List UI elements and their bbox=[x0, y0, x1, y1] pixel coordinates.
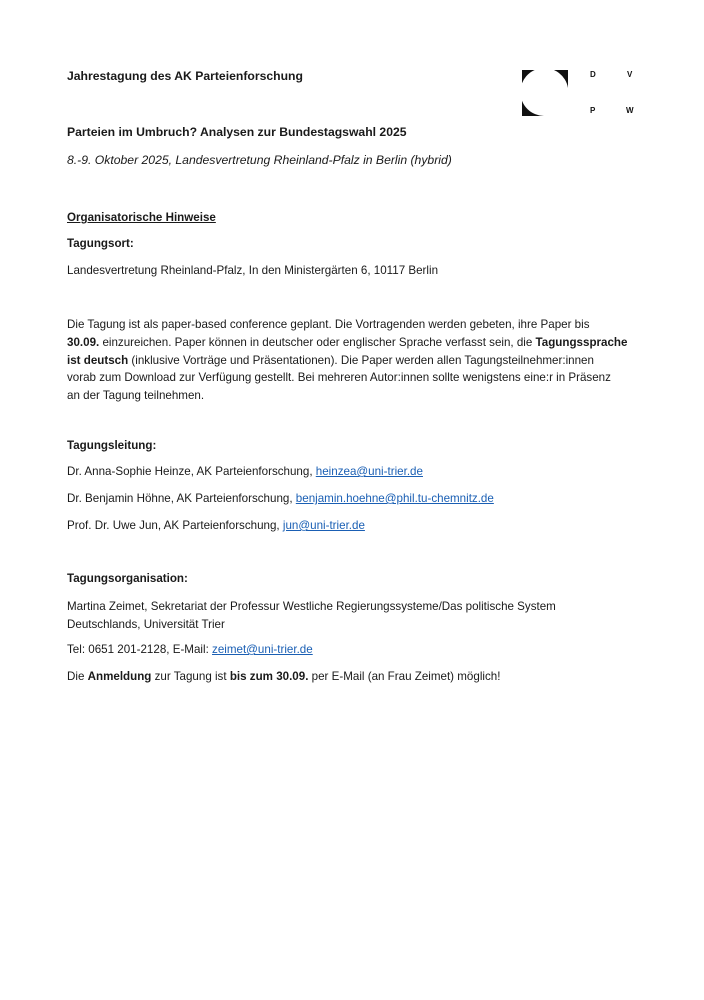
logo-letter-d: D bbox=[590, 70, 596, 79]
conference-series-title: Jahrestagung des AK Parteienforschung bbox=[67, 69, 303, 83]
organisational-notes-heading: Organisatorische Hinweise bbox=[67, 211, 216, 224]
paragraph-text: vorab zum Download zur Verfügung gestellt. Bei mehreren Autor:innen sollte wenigstens eine:r in Präsenz bbox=[67, 371, 611, 385]
organisation-line: Martina Zeimet, Sekretariat der Professur Westliche Regierungssysteme/Das politische System bbox=[67, 600, 556, 613]
conference-subtitle: Parteien im Umbruch? Analysen zur Bundestagswahl 2025 bbox=[67, 125, 407, 139]
leader-entry bbox=[67, 465, 423, 478]
leader-name: Dr. Benjamin Höhne, AK Parteienforschung, bbox=[67, 492, 296, 505]
paragraph-text: an der Tagung teilnehmen. bbox=[67, 389, 205, 403]
venue-address: Landesvertretung Rheinland-Pfalz, In den Ministergärten 6, 10117 Berlin bbox=[67, 264, 439, 277]
registration-text: Die bbox=[67, 670, 88, 683]
organisation-address bbox=[67, 598, 637, 634]
email-link[interactable]: jun@uni-trier.de bbox=[282, 519, 365, 532]
paragraph-line bbox=[67, 316, 637, 334]
registration-text: per E-Mail (an Frau Zeimet) möglich! bbox=[308, 670, 501, 683]
registration-keyword: Anmeldung bbox=[87, 670, 152, 683]
registration-note bbox=[67, 670, 500, 683]
paragraph-text: Die Tagung ist als paper-based conference geplant. Die Vortragenden werden gebeten, ihre Paper bis bbox=[67, 318, 590, 331]
leader-name: Dr. Anna-Sophie Heinze, AK Parteienforschung, bbox=[67, 465, 316, 478]
paragraph-line bbox=[67, 334, 637, 352]
organisation-label: Tagungsorganisation: bbox=[67, 572, 188, 585]
organisation-line: Deutschlands, Universität Trier bbox=[67, 617, 225, 631]
registration-deadline: bis zum 30.09. bbox=[229, 670, 309, 683]
leadership-label: Tagungsleitung: bbox=[67, 439, 157, 452]
dvpw-logo-mark-icon bbox=[522, 70, 568, 116]
paragraph-text: (inklusive Vorträge und Präsentationen). Die Paper werden allen Tagungsteilnehmer:innen bbox=[128, 353, 594, 367]
logo-letter-w: W bbox=[626, 106, 634, 115]
leader-entry bbox=[67, 519, 365, 532]
organisation-contact bbox=[67, 643, 313, 656]
email-link[interactable]: heinzea@uni-trier.de bbox=[315, 465, 423, 478]
logo-letter-v: V bbox=[627, 70, 633, 79]
dvpw-logo bbox=[522, 70, 642, 116]
conference-language-value: ist deutsch bbox=[67, 353, 129, 367]
registration-text: zur Tagung ist bbox=[151, 670, 230, 683]
email-link[interactable]: benjamin.hoehne@phil.tu-chemnitz.de bbox=[295, 492, 494, 505]
venue-label: Tagungsort: bbox=[67, 237, 134, 250]
paragraph-text: einzureichen. Paper können in deutscher oder englischer Sprache verfasst sein, die bbox=[99, 335, 536, 349]
logo-letter-p: P bbox=[590, 106, 596, 115]
submission-deadline: 30.09. bbox=[67, 335, 100, 349]
contact-text: Tel: 0651 201-2128, E-Mail: bbox=[67, 643, 213, 656]
paper-submission-paragraph bbox=[67, 316, 637, 405]
email-link[interactable]: zeimet@uni-trier.de bbox=[212, 643, 313, 656]
paragraph-line bbox=[67, 369, 637, 387]
leader-name: Prof. Dr. Uwe Jun, AK Parteienforschung, bbox=[67, 519, 283, 532]
conference-date-location: 8.-9. Oktober 2025, Landesvertretung Rheinland-Pfalz in Berlin (hybrid) bbox=[67, 153, 452, 167]
leader-entry bbox=[67, 492, 494, 505]
conference-language-label: Tagungssprache bbox=[535, 335, 628, 349]
paragraph-line bbox=[67, 387, 637, 405]
paragraph-line bbox=[67, 352, 637, 370]
